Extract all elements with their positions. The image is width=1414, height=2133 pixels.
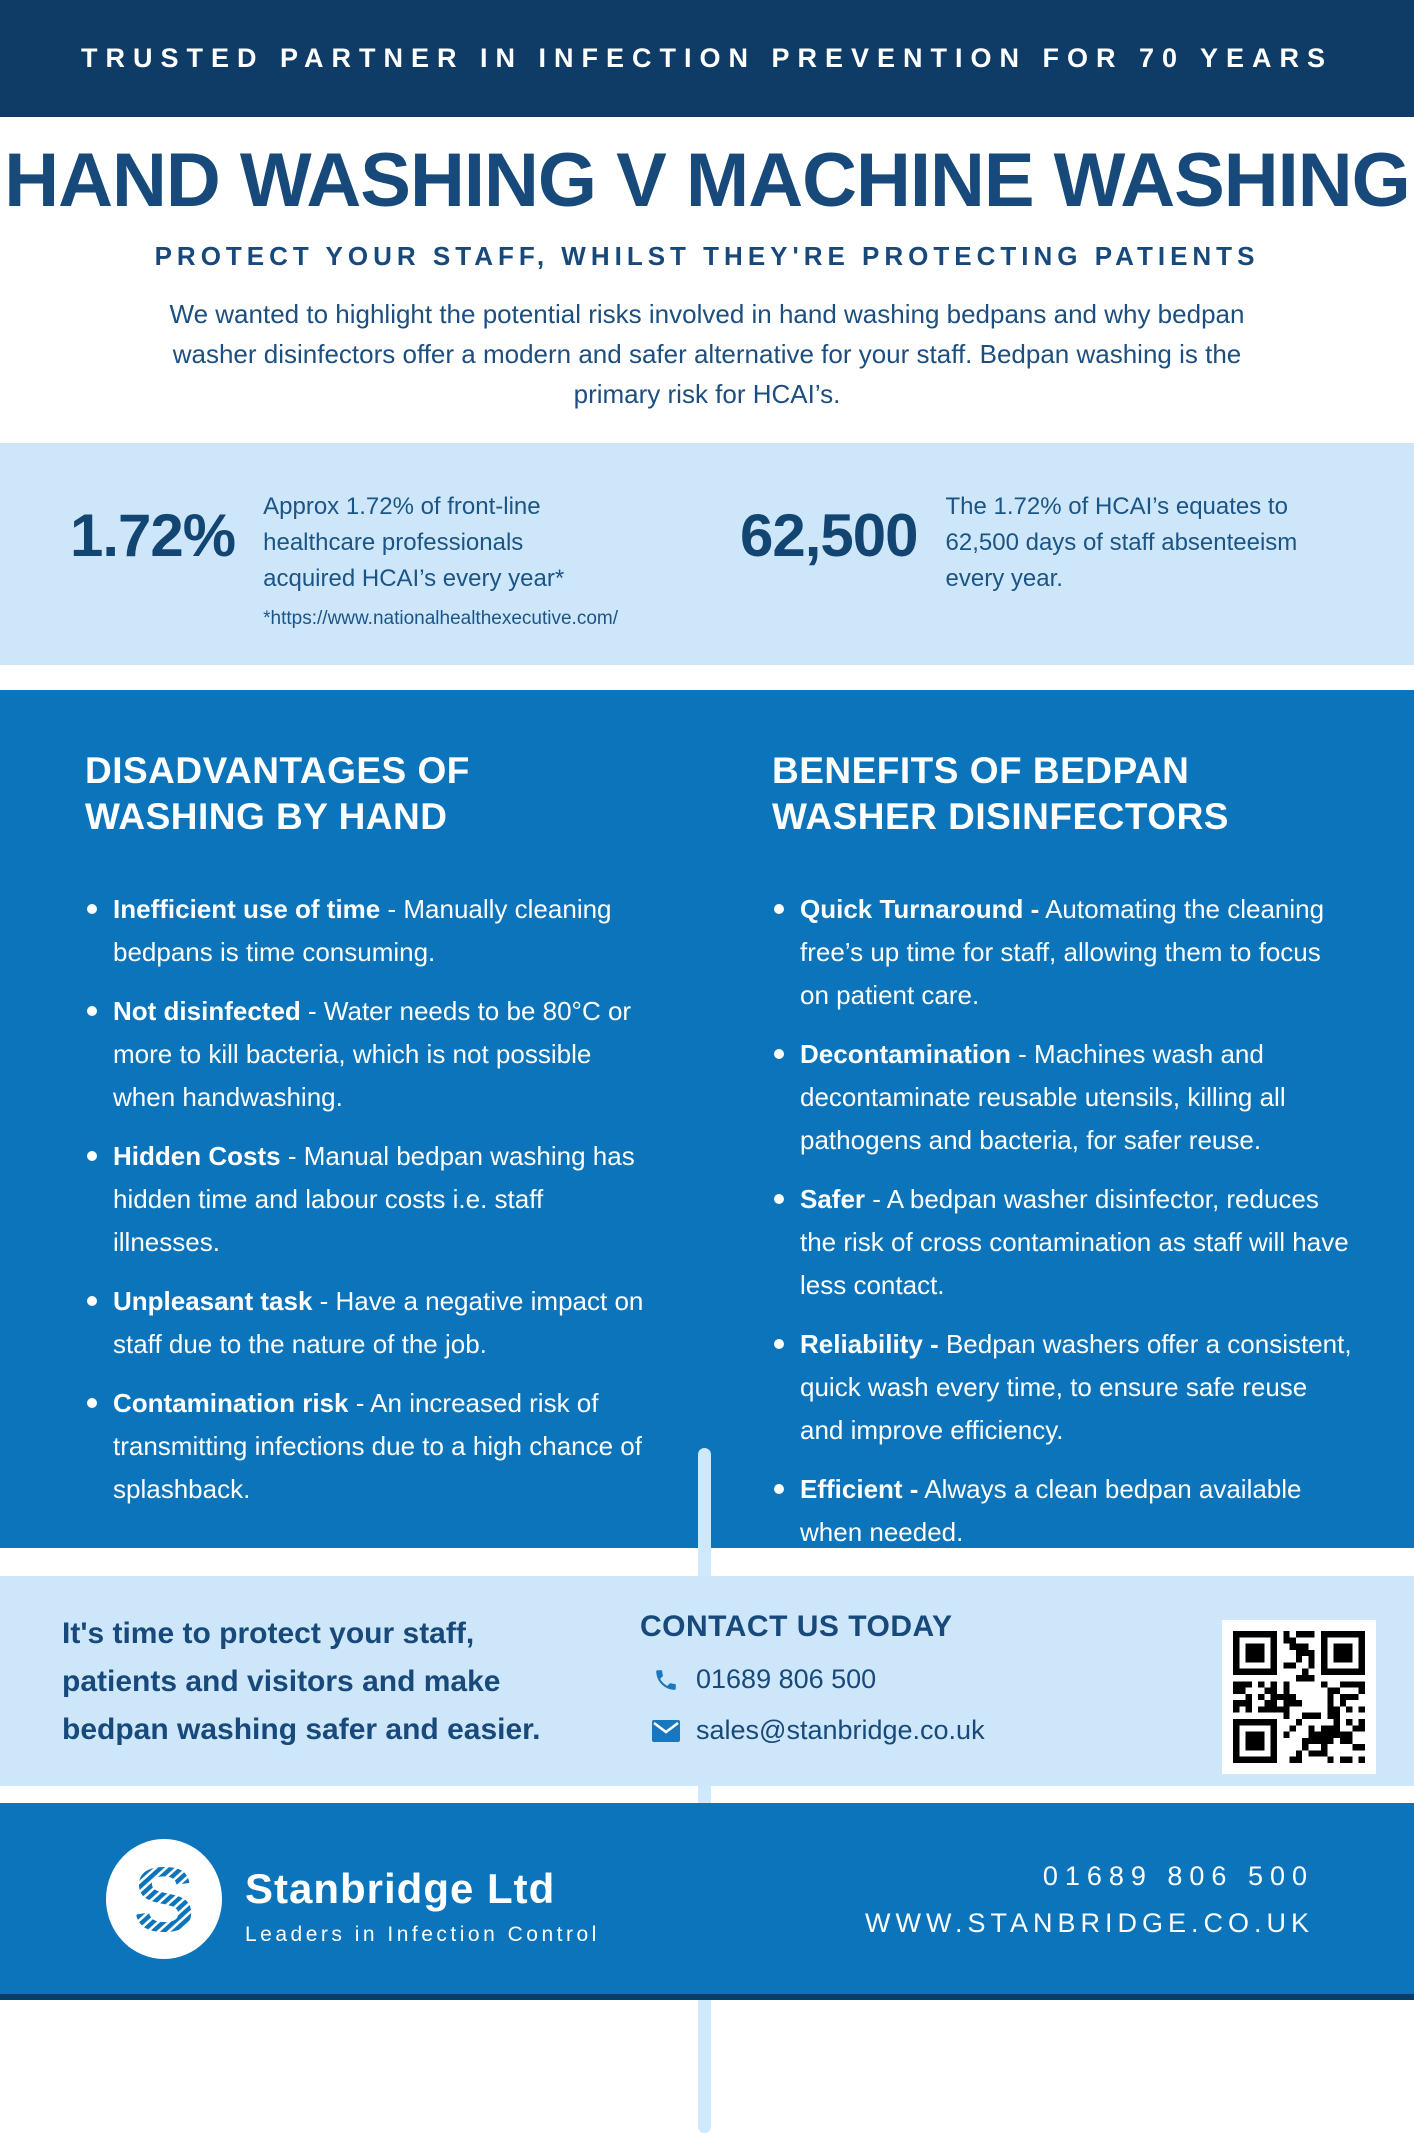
qr-code xyxy=(1222,1620,1376,1774)
bullet-icon xyxy=(774,1049,784,1059)
contact-band xyxy=(0,1576,1414,1786)
stat-footnote: *https://www.nationalhealthexecutive.com/ xyxy=(263,608,618,629)
stat-description: The 1.72% of HCAI’s equates to 62,500 days of staff absenteeism every year. xyxy=(945,493,1298,592)
bullet-term: Unpleasant task xyxy=(113,1285,313,1316)
list-item xyxy=(772,1178,1352,1307)
bullet-desc: - Machines wash and decontaminate reusable utensils, killing all pathogens and bacteria, for safer reuse. xyxy=(800,1038,1286,1155)
bullet-desc: Automating the cleaning free’s up time for staff, allowing them to focus on patient care. xyxy=(800,893,1325,1010)
contact-email: sales@stanbridge.co.uk xyxy=(696,1715,985,1745)
top-banner xyxy=(0,0,1414,117)
benefits-column xyxy=(772,748,1352,1570)
bullet-desc: - Water needs to be 80°C or more to kill bacteria, which is not possible when handwashing. xyxy=(113,995,632,1112)
bullet-icon xyxy=(774,1339,784,1349)
email-row xyxy=(652,1715,985,1746)
brand-name: Stanbridge Ltd xyxy=(245,1865,556,1912)
bullet-desc: - Manual bedpan washing has hidden time and labour costs i.e. staff illnesses. xyxy=(113,1140,635,1257)
footer-phone: 01689 806 500 xyxy=(1042,1861,1314,1891)
contact-phone: 01689 806 500 xyxy=(696,1664,877,1694)
page-title: HAND WASHING V MACHINE WASHING xyxy=(4,138,1410,223)
bullet-term: Inefficient use of time xyxy=(113,893,381,924)
bullet-term: Decontamination xyxy=(800,1038,1011,1069)
disadvantages-column xyxy=(85,748,650,1527)
stat-value: 62,500 xyxy=(740,502,918,569)
banner-text: TRUSTED PARTNER IN INFECTION PREVENTION FOR 70 YEARS xyxy=(80,43,1334,73)
phone-icon xyxy=(652,1666,680,1694)
bullet-desc: Bedpan washers offer a consistent, quick wash every time, to ensure safe reuse and improve efficiency. xyxy=(800,1328,1352,1445)
phone-row xyxy=(652,1664,985,1695)
list-item xyxy=(85,990,650,1119)
bullet-term: Quick Turnaround - xyxy=(800,893,1040,924)
bullet-icon xyxy=(774,904,784,914)
page-subtitle: PROTECT YOUR STAFF, WHILST THEY'RE PROTECTING PATIENTS xyxy=(154,240,1260,271)
column-heading: BENEFITS OF BEDPAN WASHER DISINFECTORS xyxy=(772,750,1229,837)
stat-hcai-rate xyxy=(70,489,710,634)
bullet-icon xyxy=(87,1006,97,1016)
bullet-desc: - Have a negative impact on staff due to the nature of the job. xyxy=(113,1285,644,1359)
brand-block xyxy=(245,1865,600,1947)
stats-band xyxy=(0,443,1414,665)
column-heading: DISADVANTAGES OF WASHING BY HAND xyxy=(85,750,470,837)
footer-edge-line xyxy=(0,1994,1414,2000)
bullet-icon xyxy=(774,1484,784,1494)
headline-section xyxy=(0,117,1414,443)
bullet-desc: - An increased risk of transmitting infections due to a high chance of splashback. xyxy=(113,1387,642,1504)
list-item xyxy=(85,1280,650,1366)
bullet-icon xyxy=(774,1194,784,1204)
bullet-icon xyxy=(87,1398,97,1408)
footer-contact xyxy=(865,1861,1314,1939)
list-item xyxy=(772,1468,1352,1554)
bullet-term: Contamination risk xyxy=(113,1387,349,1418)
stat-absenteeism xyxy=(740,489,1351,597)
bullet-icon xyxy=(87,1151,97,1161)
contact-block xyxy=(640,1610,985,1746)
email-icon xyxy=(652,1717,680,1745)
bullet-desc: Always a clean bedpan available when needed. xyxy=(800,1473,1302,1547)
stat-value: 1.72% xyxy=(70,502,236,569)
comparison-section xyxy=(0,690,1414,1548)
list-item xyxy=(772,1033,1352,1162)
bullet-icon xyxy=(87,1296,97,1306)
list-item xyxy=(85,888,650,974)
list-item xyxy=(85,1382,650,1511)
cta-message: It's time to protect your staff, patients and visitors and make bedpan washing safer and easier. xyxy=(62,1617,541,1746)
bullet-term: Hidden Costs xyxy=(113,1140,281,1171)
bullet-desc: - Manually cleaning bedpans is time consuming. xyxy=(113,893,612,967)
column-divider xyxy=(698,1448,711,2133)
bullet-term: Reliability - xyxy=(800,1328,939,1359)
bullet-term: Efficient - xyxy=(800,1473,919,1504)
bullet-term: Not disinfected xyxy=(113,995,301,1026)
list-item xyxy=(772,1323,1352,1452)
logo-letter: S xyxy=(133,1849,195,1951)
contact-heading: CONTACT US TODAY xyxy=(640,1610,953,1643)
bullet-icon xyxy=(87,904,97,914)
footer-website: WWW.STANBRIDGE.CO.UK xyxy=(865,1908,1314,1938)
bullet-term: Safer xyxy=(800,1183,866,1214)
list-item xyxy=(85,1135,650,1264)
list-item xyxy=(772,888,1352,1017)
company-logo xyxy=(106,1839,222,1964)
brand-tagline: Leaders in Infection Control xyxy=(245,1923,600,1946)
intro-paragraph: We wanted to highlight the potential risks involved in hand washing bedpans and why bedpan washer disinfectors offer a modern and safer alternative for your staff. Bedpan washing is the primary risk for HCAI’s. xyxy=(169,298,1245,410)
footer xyxy=(0,1803,1414,2000)
stat-description: Approx 1.72% of front-line healthcare professionals acquired HCAI’s every year* xyxy=(263,493,565,592)
bullet-desc: - A bedpan washer disinfector, reduces the risk of cross contamination as staff will have less contact. xyxy=(800,1183,1349,1300)
